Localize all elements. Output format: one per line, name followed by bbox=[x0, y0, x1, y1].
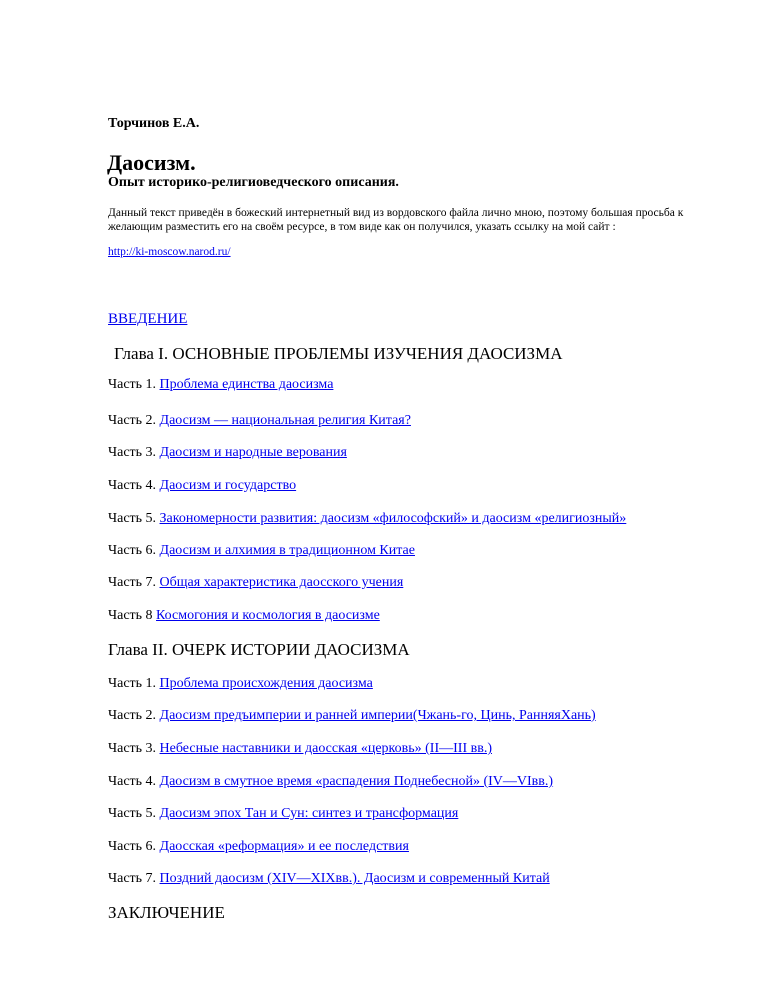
toc-item bbox=[108, 608, 380, 624]
website-link[interactable]: http://ki-moscow.narod.ru/ bbox=[108, 246, 231, 258]
toc-link[interactable]: Даосизм и алхимия в традиционном Китае bbox=[159, 543, 415, 558]
toc-item bbox=[108, 871, 550, 887]
toc-link[interactable]: Закономерности развития: даосизм «философский» и даосизм «религиозный» bbox=[159, 511, 627, 526]
toc-link[interactable]: Даосизм предъимперии и ранней империи(Чжань-го, Цинь, РанняяХань) bbox=[159, 708, 596, 723]
toc-item bbox=[108, 806, 458, 822]
toc-intro-row bbox=[108, 311, 187, 328]
toc-link[interactable]: Поздний даосизм (XIV—XIXвв.). Даосизм и современный Китай bbox=[159, 871, 550, 886]
page-subtitle: Опыт историко-религиоведческого описания. bbox=[108, 175, 399, 190]
toc-link[interactable]: Проблема происхождения даосизма bbox=[159, 676, 373, 691]
toc-link[interactable]: Даосизм и народные верования bbox=[159, 445, 347, 460]
part-label: Часть 1. bbox=[108, 676, 160, 691]
author-name: Торчинов Е.А. bbox=[108, 116, 200, 131]
toc-link[interactable]: Проблема единства даосизма bbox=[159, 377, 334, 392]
part-label: Часть 5. bbox=[108, 806, 160, 821]
toc-item bbox=[108, 839, 409, 855]
toc-link[interactable]: Космогония и космология в даосизме bbox=[156, 608, 380, 623]
part-label: Часть 6. bbox=[108, 839, 160, 854]
part-label: Часть 4. bbox=[108, 774, 160, 789]
part-label: Часть 7. bbox=[108, 871, 160, 886]
part-label: Часть 7. bbox=[108, 575, 160, 590]
part-label: Часть 3. bbox=[108, 741, 160, 756]
toc-item bbox=[108, 478, 296, 494]
toc-link[interactable]: Общая характеристика даосского учения bbox=[159, 575, 404, 590]
toc-conclusion: ЗАКЛЮЧЕНИЕ bbox=[108, 903, 225, 922]
toc-link[interactable]: Небесные наставники и даосская «церковь» (II—III вв.) bbox=[159, 741, 492, 756]
toc-item bbox=[108, 774, 553, 790]
toc-item bbox=[108, 741, 492, 757]
toc-item bbox=[108, 676, 373, 692]
part-label: Часть 5. bbox=[108, 511, 160, 526]
chapter-2-heading: Глава II. ОЧЕРК ИСТОРИИ ДАОСИЗМА bbox=[108, 640, 410, 659]
toc-link[interactable]: Даосизм эпох Тан и Сун: синтез и трансформация bbox=[159, 806, 459, 821]
toc-item bbox=[108, 708, 596, 724]
toc-link[interactable]: Даосизм и государство bbox=[159, 478, 297, 493]
part-label: Часть 2. bbox=[108, 413, 160, 428]
part-label: Часть 3. bbox=[108, 445, 160, 460]
toc-link-introduction[interactable]: ВВЕДЕНИЕ bbox=[108, 311, 188, 327]
toc-item bbox=[108, 543, 415, 559]
page-title: Даосизм. bbox=[107, 150, 196, 175]
part-label: Часть 2. bbox=[108, 708, 160, 723]
toc-item bbox=[108, 377, 333, 393]
toc-link[interactable]: Даосизм в смутное время «распадения Поднебесной» (IV—VIвв.) bbox=[159, 774, 554, 789]
part-label: Часть 8 bbox=[108, 608, 157, 623]
toc-item bbox=[108, 413, 411, 429]
source-note-link-row bbox=[108, 246, 231, 258]
toc-link[interactable]: Даосская «реформация» и ее последствия bbox=[159, 839, 409, 854]
part-label: Часть 4. bbox=[108, 478, 160, 493]
chapter-1-heading: Глава I. ОСНОВНЫЕ ПРОБЛЕМЫ ИЗУЧЕНИЯ ДАОСИЗМА bbox=[114, 344, 563, 363]
toc-item bbox=[108, 575, 403, 591]
toc-item bbox=[108, 445, 347, 461]
part-label: Часть 1. bbox=[108, 377, 160, 392]
toc-link[interactable]: Даосизм — национальная религия Китая? bbox=[159, 413, 411, 428]
part-label: Часть 6. bbox=[108, 543, 160, 558]
source-note: Данный текст приведён в божеский интернетный вид из вордовского файла лично мною, поэтому большая просьба к желающим разместить его на своём ресурсе, в том виде как он получился, указать ссылку на мой сайт : bbox=[108, 207, 684, 233]
toc-item bbox=[108, 511, 626, 527]
